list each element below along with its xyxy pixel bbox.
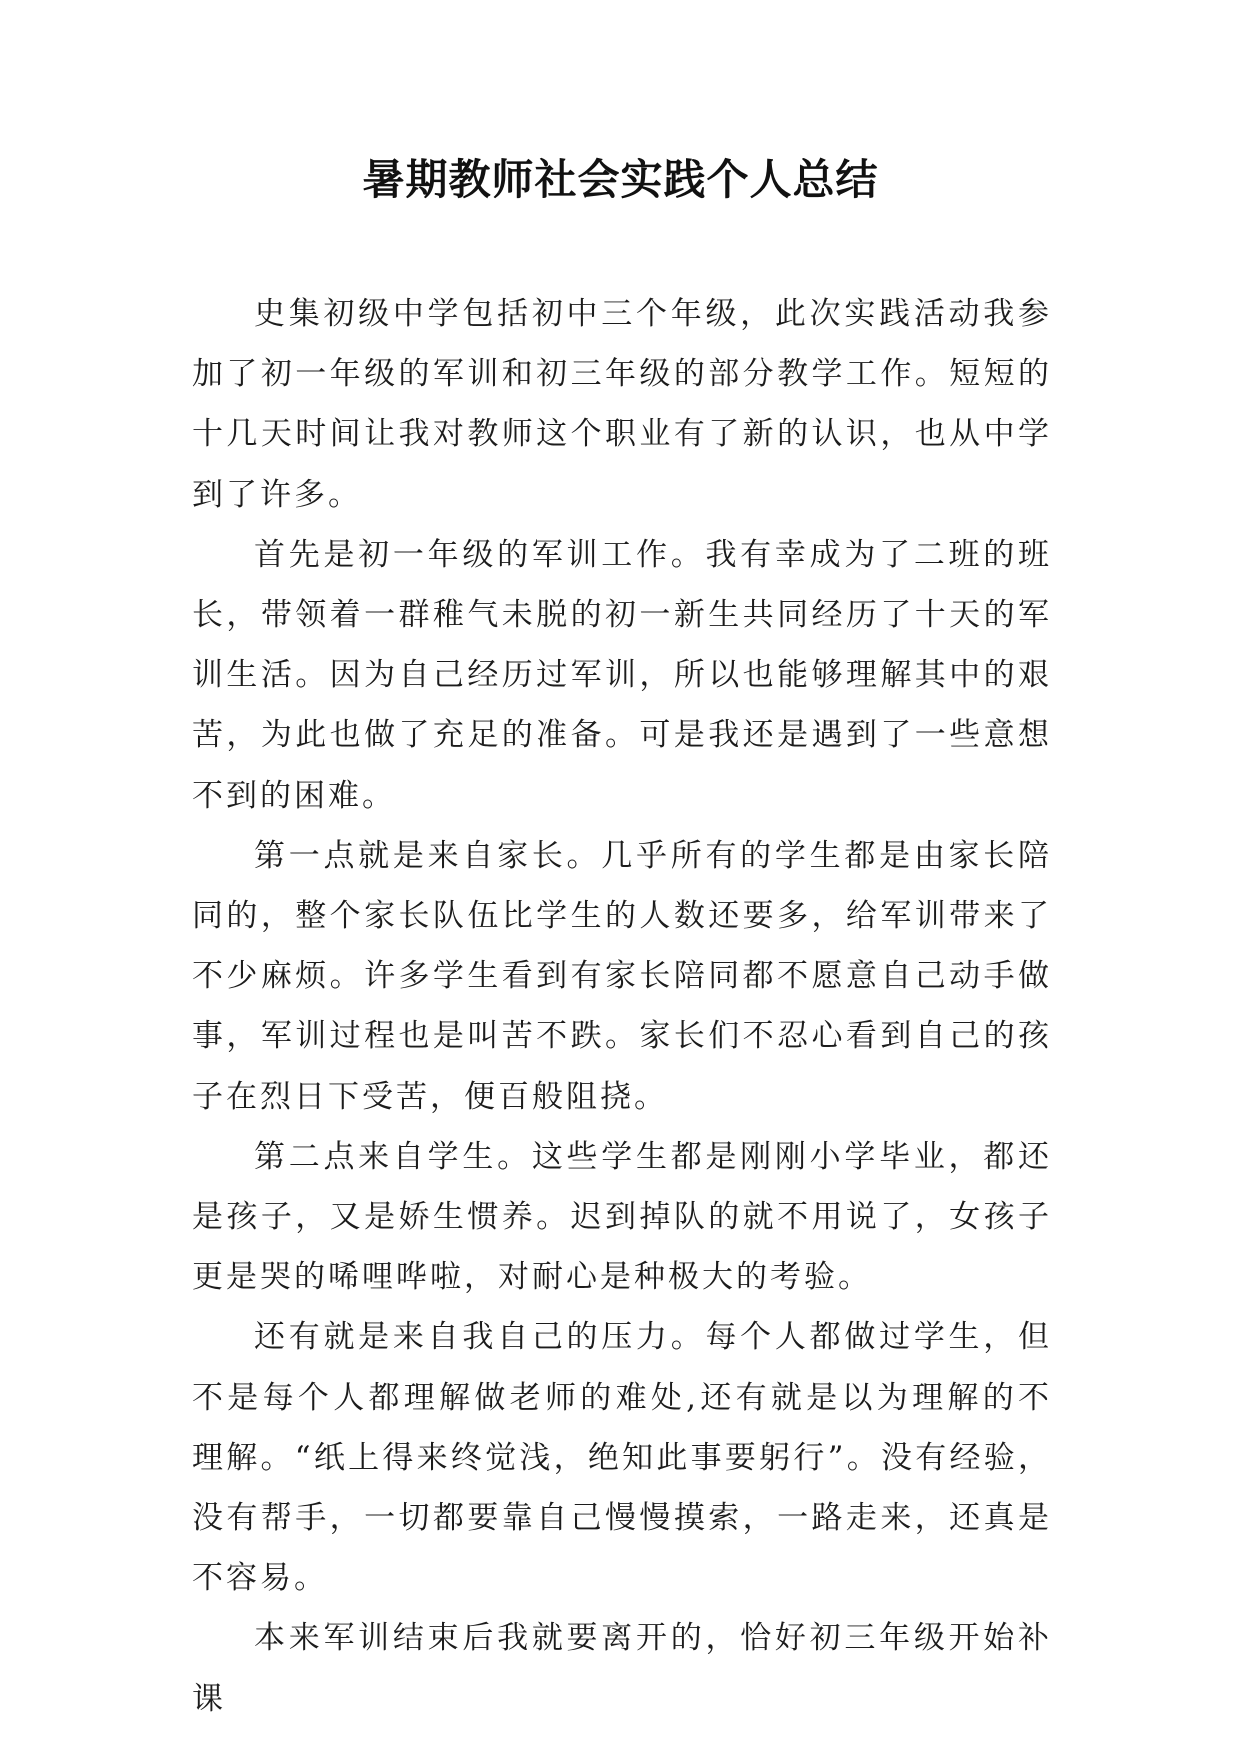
paragraph: 首先是初一年级的军训工作。我有幸成为了二班的班长，带领着一群稚气未脱的初一新生共同经历了十天的军训生活。因为自己经历过军训，所以也能够理解其中的艰苦，为此也做了充足的准备。可是我还是遇到了一些意想不到的困难。	[192, 536, 1052, 814]
paragraph: 本来军训结束后我就要离开的，恰好初三年级开始补课	[192, 1620, 1052, 1717]
paragraph: 史集初级中学包括初中三个年级，此次实践活动我参加了初一年级的军训和初三年级的部分教学工作。短短的十几天时间让我对教师这个职业有了新的认识，也从中学到了许多。	[192, 296, 1052, 513]
paragraph: 第二点来自学生。这些学生都是刚刚小学毕业，都还是孩子，又是娇生惯养。迟到掉队的就不用说了，女孩子更是哭的唏哩哗啦，对耐心是种极大的考验。	[192, 1138, 1052, 1296]
document-title: 暑期教师社会实践个人总结	[362, 155, 879, 204]
paragraph: 还有就是来自我自己的压力。每个人都做过学生，但不是每个人都理解做老师的难处,还有就是以为理解的不理解。“纸上得来终觉浅，绝知此事要躬行”。没有经验，没有帮手，一切都要靠自己慢慢摸索，一路走来，还真是不容易。	[192, 1319, 1052, 1597]
document-body	[192, 284, 1052, 1729]
paragraph: 第一点就是来自家长。几乎所有的学生都是由家长陪同的，整个家长队伍比学生的人数还要多，给军训带来了不少麻烦。许多学生看到有家长陪同都不愿意自己动手做事，军训过程也是叫苦不跌。家长们不忍心看到自己的孩子在烈日下受苦，便百般阻挠。	[192, 837, 1052, 1115]
